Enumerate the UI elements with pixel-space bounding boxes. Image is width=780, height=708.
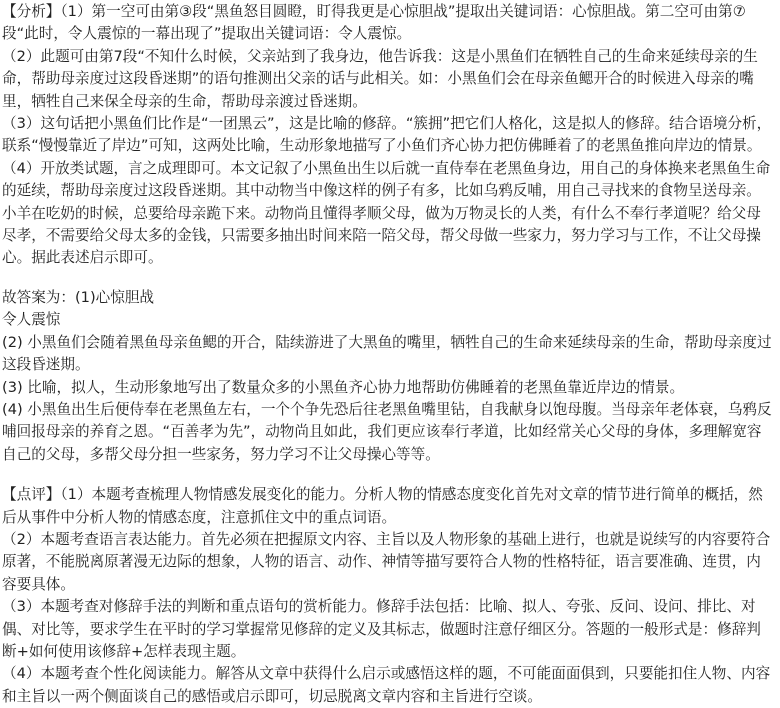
- answer-line-2: 令人震惊: [2, 311, 61, 329]
- answer-line-4: (3) 比喻，拟人，生动形象地写出了数量众多的小黑鱼齐心协力地帮助仿佛睡着的老黑鱼靠近岸边的情景。: [2, 378, 685, 396]
- answer-line-1: 故答案为：(1)心惊胆战: [2, 288, 155, 306]
- answer-line-5: (4) 小黑鱼出生后便侍奉在老黑鱼左右，一个个争先恐后往老黑鱼嘴里钻，自我献身以饱母腹。当母亲年老体衰，乌鸦反哺回报母亲的养育之恩。“百善孝为先”，动物尚且如此，我们更应该奉行孝道，比如经常关心父母的身体，多理解宽容自己的父母，多帮父母分担一些家务，努力学习不让父母操心等等。: [2, 400, 772, 463]
- analysis-paragraph-4: （4）开放类试题，言之成理即可。本文记叙了小黑鱼出生以后就一直侍奉在老黑鱼身边，用自己的身体换来老黑鱼生命的延续，帮助母亲度过这段昏迷期。其中动物当中像这样的例子有多，比如乌鸦反哺，用自己寻找来的食物呈送母亲。小羊在吃奶的时候，总要给母亲跪下来。动物尚且懂得孝顺父母，做为万物灵长的人类，有什么不奉行孝道呢？给父母尽孝，不需要给父母太多的金钱，只需要多抽出时间来陪一陪父母，帮父母做一些家力，努力学习与工作，不让父母操心。据此表述启示即可。: [2, 159, 771, 267]
- answer-line-3: (2) 小黑鱼们会随着黑鱼母亲鱼鳃的开合，陆续游进了大黑鱼的嘴里，牺牲自己的生命来延续母亲的生命，帮助母亲度过这段昏迷期。: [2, 333, 772, 374]
- analysis-section: [2, 1, 774, 270]
- answer-section: [2, 287, 774, 466]
- analysis-paragraph-3: （3）这句话把小黑鱼们比作是“一团黑云”，这是比喻的修辞。“簇拥”把它们人格化，这是拟人的修辞。结合语境分析，联系“慢慢靠近了岸边”可知，这两处比喻，生动形象地描写了小鱼们齐心协力把仿佛睡着了的老黑鱼推向岸边的情景。: [2, 115, 772, 155]
- analysis-paragraph-1: 【分析】（1）第一空可由第③段“黑鱼怒目圆瞪，盯得我更是心惊胆战”提取出关键词语：心惊胆战。第二空可由第⑦段“此时，令人震惊的一幕出现了”提取出关键词语：令人震惊。: [2, 3, 746, 43]
- section-divider-space: [2, 466, 774, 484]
- comment-paragraph-2: （2）本题考查语言表达能力。首先必须在把握原文内容、主旨以及人物形象的基础上进行，也就是说续写的内容要符合原著，不能脱离原著漫无边际的想象，人物的语言、动作、神情等描写要符合人物的性格特征，语言要准确、连贯，内容要具体。: [2, 530, 771, 593]
- section-divider-space: [2, 270, 774, 287]
- analysis-paragraph-2: （2）此题可由第7段“不知什么时候，父亲站到了我身边，他告诉我：这是小黑鱼们在牺牲自己的生命来延续母亲的生命，帮助母亲度过这段昏迷期”的语句推测出父亲的话与此相关。如：小黑鱼们会在母亲鱼鳃开合的时候进入母亲的嘴里，牺牲自己来保全母亲的生命，帮助母亲渡过昏迷期。: [2, 47, 758, 110]
- comment-paragraph-3: （3）本题考查对修辞手法的判断和重点语句的赏析能力。修辞手法包括：比喻、拟人、夸张、反问、设问、排比、对偶、对比等，要求学生在平时的学习掌握常见修辞的定义及其标志，做题时注意仔细区分。答题的一般形式是：修辞判断+如何使用该修辞+怎样表现主题。: [2, 598, 761, 660]
- comment-paragraph-4: （4）本题考查个性化阅读能力。解答从文章中获得什么启示或感悟这样的题，不可能面面俱到，只要能扣住人物、内容和主旨以一两个侧面谈自己的感悟或启示即可，切忌脱离文章内容和主旨进行空谈。: [2, 665, 771, 705]
- comment-section: [2, 484, 774, 708]
- comment-paragraph-1: 【点评】（1）本题考查梳理人物情感发展变化的能力。分析人物的情感态度变化首先对文章的情节进行简单的概括，然后从事件中分析人物的情感态度，注意抓住文中的重点词语。: [2, 486, 763, 526]
